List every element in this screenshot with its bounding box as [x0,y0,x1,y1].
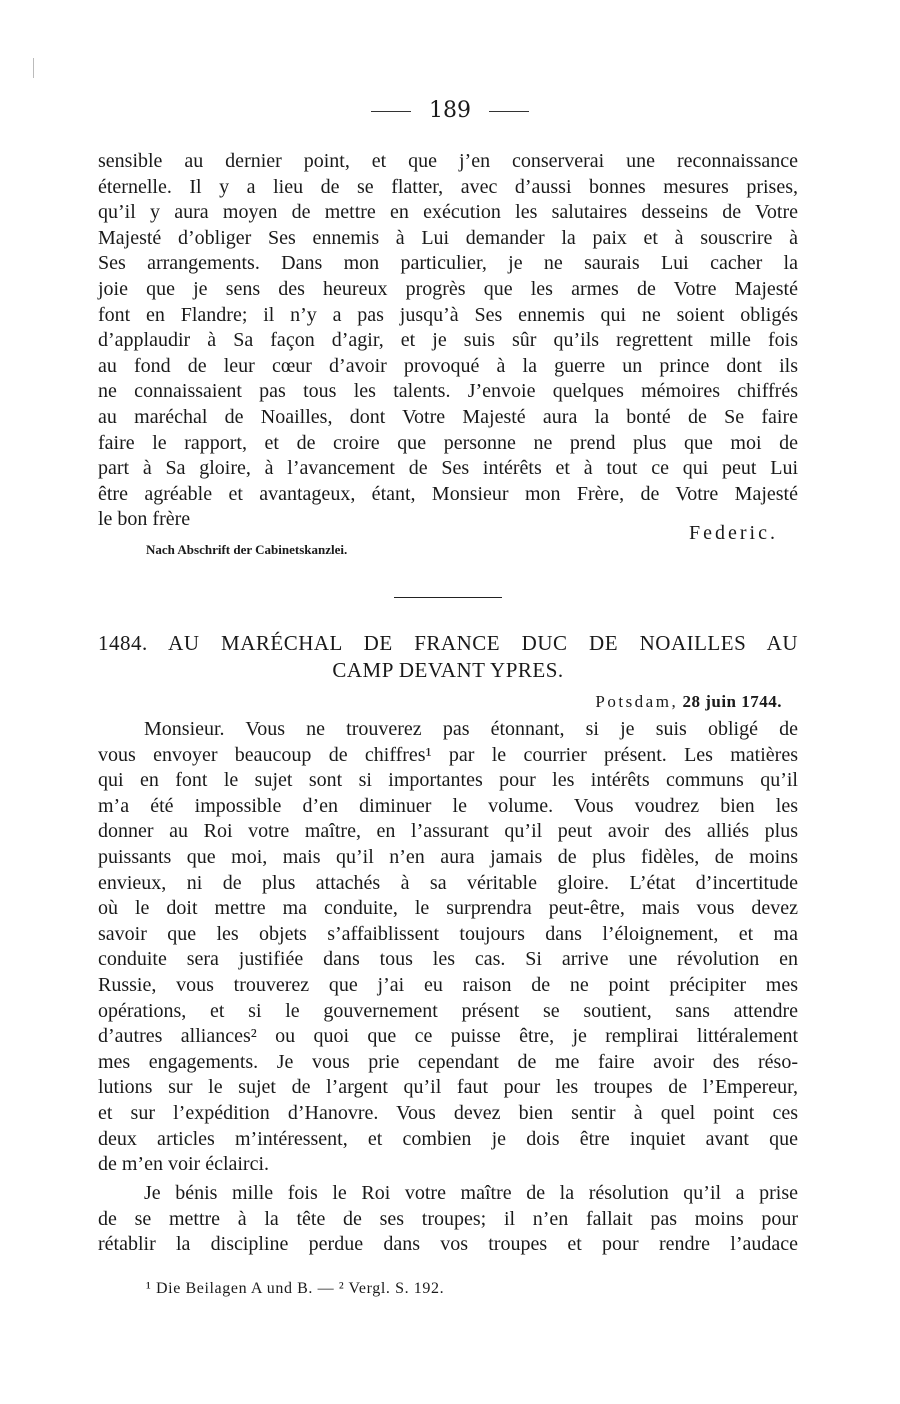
letter2-paragraph-1 [98,717,798,1178]
text-line: m’a été impossible d’en diminuer le volume. Vous voudrez bien les [98,794,798,817]
text-line: sensible au dernier point, et que j’en conserverai une reconnaissance [98,150,798,172]
text-line: puissants que moi, mais qu’il n’en aura jamais de plus fidèles, de moins [98,845,798,868]
text-line: éternelle. Il y a lieu de se flatter, avec d’aussi bonnes mesures prises, [98,175,798,198]
text-line: mes engagements. Je vous prie cependant de me faire avoir des réso- [98,1050,798,1073]
text-line: vous envoyer beaucoup de chiffres¹ par le courrier présent. Les matières [98,743,798,766]
text-line: conduite sera justifiée dans tous les cas. Si arrive une révolution en [98,948,798,971]
footnotes: ¹ Die Beilagen A und B. — ² Vergl. S. 192. [146,1280,445,1297]
text-line: font en Flandre; il n’y a pas jusqu’à Ses ennemis qui ne soient obligés [98,303,798,326]
text-line: au maréchal de Noailles, dont Votre Majesté aura la bonté de Se faire [98,405,798,428]
text-line: d’applaudir à Sa façon d’agir, et je suis sûr qu’ils regrettent mille fois [98,329,798,352]
text-line: Je bénis mille fois le Roi votre maître de la résolution qu’il a prise [144,1182,798,1204]
page-number: 189 [429,98,471,123]
dash-right [489,111,529,112]
section-divider [394,597,502,598]
letter1-body [98,149,798,533]
letter2-paragraph-2 [98,1181,798,1258]
text-line: deux articles m’intéressent, et combien je dois être inquiet avant que [98,1127,798,1150]
date: 28 juin 1744. [682,692,782,711]
text-line: part à Sa gloire, à l’avancement de Ses intérêts et à tout ce qui peut Lui [98,457,798,480]
text-line: le bon frère [98,508,191,531]
text-line: rétablir la discipline perdue dans vos troupes et pour rendre l’audace [98,1233,798,1256]
text-line: qu’il y aura moyen de mettre en exécution les salutaires desseins de Votre [98,201,798,224]
text-line: lutions sur le sujet de l’argent qu’il faut pour les troupes de l’Empereur, [98,1076,798,1099]
text-line: donner au Roi votre maître, en l’assurant qu’il peut avoir des alliés plus [98,820,798,843]
text-line: ne connaissaient pas tous les talents. J’envoie quelques mémoires chiffrés [98,380,798,403]
signature: Federic. [689,522,778,544]
text-line: où le doit mettre ma conduite, le surprendra peut-être, mais vous devez [98,897,798,920]
text-line: de se mettre à la tête de ses troupes; il n’en fallait pas moins pour [98,1207,798,1230]
heading-line-1: 1484. AU MARÉCHAL DE FRANCE DUC DE NOAILLES AU [98,631,798,655]
text-line: au fond de leur cœur d’avoir provoqué à la guerre un prince dont ils [98,354,798,377]
text-line: Monsieur. Vous ne trouverez pas étonnant, si je suis obligé de [144,718,798,740]
page-number-header [0,98,900,123]
source-note: Nach Abschrift der Cabinetskanzlei. [146,542,348,557]
text-line: Russie, vous trouverez que j’ai eu raison de ne point précipiter mes [98,973,798,996]
place-date [500,692,782,712]
dash-left [371,111,411,112]
text-line: Majesté d’obliger Ses ennemis à Lui demander la paix et à souscrire à [98,226,798,249]
text-line: Ses arrangements. Dans mon particulier, je ne saurais Lui cacher la [98,252,798,275]
text-line: être agréable et avantageux, étant, Monsieur mon Frère, de Votre Majesté [98,482,798,505]
text-line: d’autres alliances² ou quoi que ce puisse être, je remplirai littéralement [98,1025,798,1048]
letter-heading [98,630,798,684]
text-line: envieux, ni de plus attachés à sa véritable gloire. L’état d’incertitude [98,871,798,894]
text-line: opérations, et si le gouvernement présent se soutient, sans attendre [98,999,798,1022]
text-line: joie que je sens des heureux progrès que les armes de Votre Majesté [98,277,798,300]
text-line: faire le rapport, et de croire que personne ne prend plus que moi de [98,431,798,454]
text-line: qui en font le sujet sont si importantes pour les intérêts communs qu’il [98,769,798,792]
margin-mark [33,58,34,78]
text-line: et sur l’expédition d’Hanovre. Vous devez bien sentir à quel point ces [98,1101,798,1124]
text-line: savoir que les objets s’affaiblissent toujours dans l’éloignement, et ma [98,922,798,945]
place: Potsdam, [595,692,679,711]
text-line: de m’en voir éclairci. [98,1153,270,1176]
heading-line-2: CAMP DEVANT YPRES. [332,658,564,682]
